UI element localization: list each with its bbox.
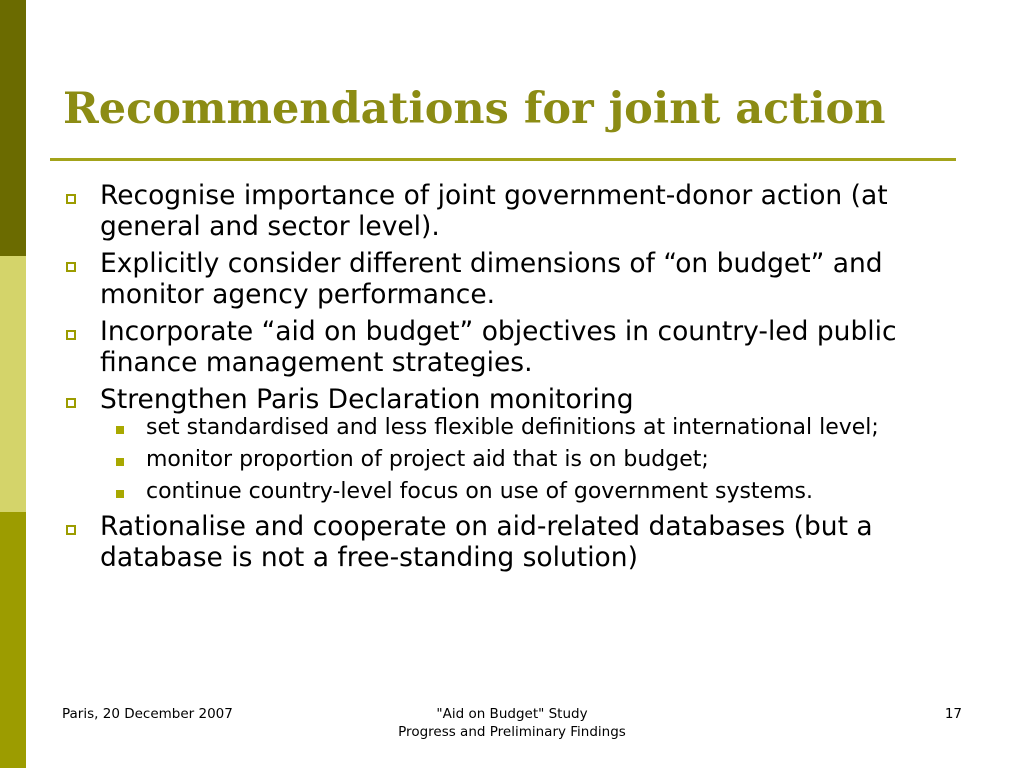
sub-bullet-text: monitor proportion of project aid that is on budget; [146, 447, 709, 472]
filled-square-bullet-icon [116, 458, 124, 466]
bullet-text: Incorporate “aid on budget” objectives in country-led public finance management strategies. [100, 316, 897, 378]
bullet-text: Strengthen Paris Declaration monitoring [100, 384, 634, 415]
square-bullet-icon [66, 262, 76, 272]
footer-title-line2: Progress and Preliminary Findings [398, 724, 626, 740]
bullet-list [62, 180, 962, 573]
bullet-item [62, 180, 962, 242]
decor-bar-middle [0, 256, 26, 512]
title-underline [50, 158, 956, 161]
bullet-text: Recognise importance of joint government-donor action (at general and sector level). [100, 180, 888, 242]
bullet-item [62, 316, 962, 378]
decor-bar-bottom [0, 512, 26, 768]
bullet-item [62, 511, 962, 573]
sub-bullet-text: continue country-level focus on use of government systems. [146, 479, 813, 504]
page-number: 17 [944, 706, 962, 722]
filled-square-bullet-icon [116, 426, 124, 434]
footer-title [312, 705, 712, 741]
bullet-text: Explicitly consider different dimensions of “on budget” and monitor agency performance. [100, 248, 883, 310]
footer-date: Paris, 20 December 2007 [62, 706, 233, 722]
square-bullet-icon [66, 330, 76, 340]
sub-bullet-list [100, 415, 962, 504]
footer-title-line1: "Aid on Budget" Study [436, 706, 588, 722]
bullet-item [62, 248, 962, 310]
slide-title: Recommendations for joint action [63, 84, 886, 134]
sub-bullet-text: set standardised and less flexible definitions at international level; [146, 415, 879, 440]
square-bullet-icon [66, 194, 76, 204]
square-bullet-icon [66, 525, 76, 535]
sub-bullet-item [100, 479, 962, 504]
square-bullet-icon [66, 398, 76, 408]
sub-bullet-item [100, 415, 962, 440]
filled-square-bullet-icon [116, 490, 124, 498]
slide-content [62, 180, 962, 579]
decor-bar-top [0, 0, 26, 256]
bullet-item [62, 384, 962, 504]
bullet-text: Rationalise and cooperate on aid-related databases (but a database is not a free-standing solution) [100, 511, 873, 573]
sub-bullet-item [100, 447, 962, 472]
